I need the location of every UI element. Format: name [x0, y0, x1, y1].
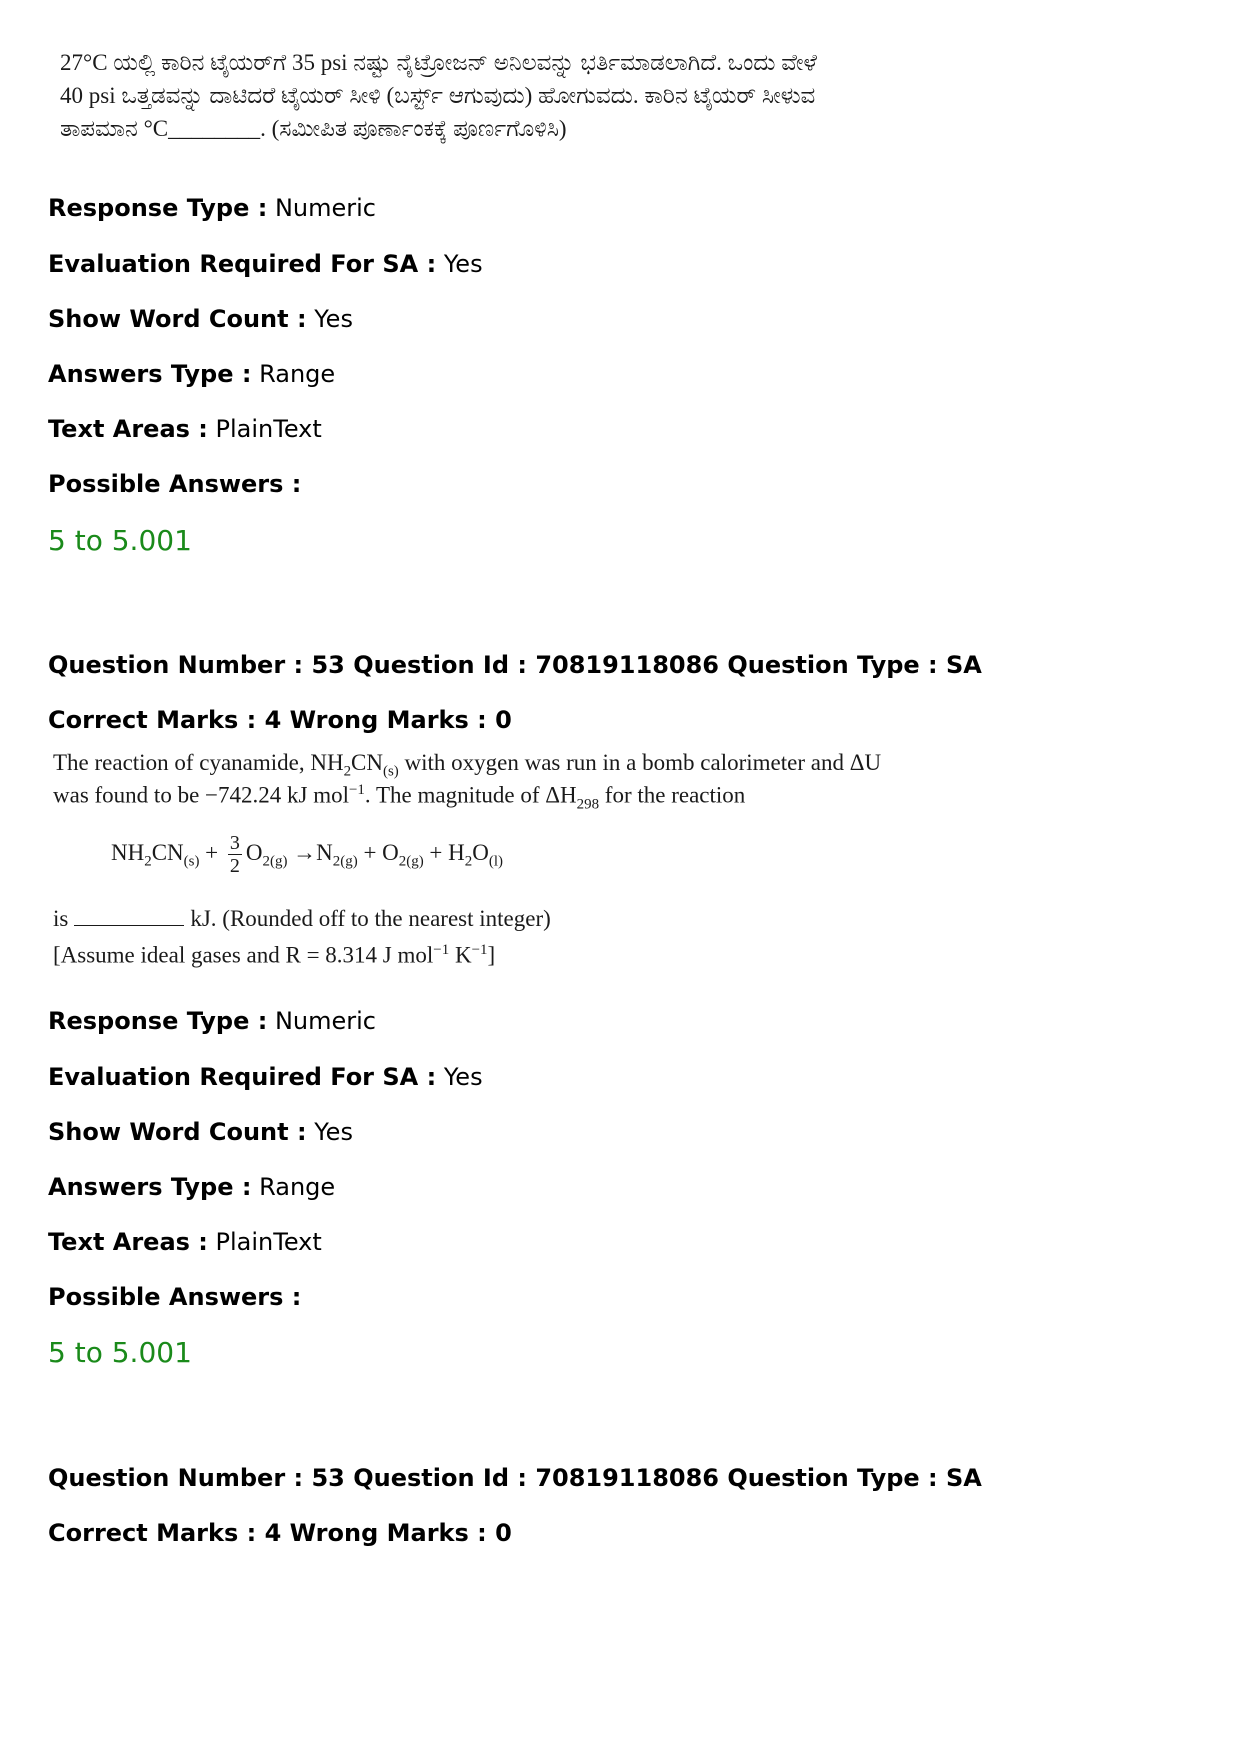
possible-answer-value: 5 to 5.001 — [48, 1336, 192, 1369]
possible-answers-row — [48, 1282, 301, 1312]
response-type-label: Response Type : — [48, 1007, 268, 1035]
evaluation-label: Evaluation Required For SA : — [48, 1063, 437, 1091]
response-type-label: Response Type : — [48, 194, 268, 222]
evaluation-value: Yes — [443, 1063, 483, 1091]
word-count-row — [48, 1117, 353, 1147]
question-text-line: 40 psi ಒತ್ತಡವನ್ನು ದಾಟಿದರೆ ಟೈಯರ್ ಸೀಳಿ (ಬರ್ಸ್ಟ್ ಆಗುವುದು) ಹೋಗುವದು. ಕಾರಿನ ಟೈಯರ್ ಸೀಳುವ — [60, 83, 816, 108]
response-type-value: Numeric — [274, 1007, 376, 1035]
question-header: Question Number : 53 Question Id : 70819118086 Question Type : SA — [48, 1464, 982, 1492]
response-type-row — [48, 193, 376, 223]
question-text-line: The reaction of cyanamide, $NH_2CN_{(s)}$ with oxygen was run in a bomb calorimeter and ΔU — [53, 750, 882, 780]
word-count-label: Show Word Count : — [48, 305, 307, 333]
evaluation-label: Evaluation Required For SA : — [48, 250, 437, 278]
answers-type-value: Range — [259, 1173, 336, 1201]
response-type-value: Numeric — [274, 194, 376, 222]
text-areas-label: Text Areas : — [48, 415, 208, 443]
text-areas-value: PlainText — [215, 1228, 322, 1256]
word-count-value: Yes — [314, 305, 353, 333]
possible-answers-label: Possible Answers : — [48, 1283, 302, 1311]
question-marks: Correct Marks : 4 Wrong Marks : 0 — [48, 1519, 512, 1547]
possible-answers-row — [48, 469, 301, 499]
possible-answer-value: 5 to 5.001 — [48, 524, 192, 557]
question-header: Question Number : 53 Question Id : 70819118086 Question Type : SA — [48, 651, 982, 679]
answers-type-label: Answers Type : — [48, 1173, 252, 1201]
answers-type-value: Range — [259, 360, 336, 388]
text-areas-value: PlainText — [215, 415, 322, 443]
text-areas-label: Text Areas : — [48, 1228, 208, 1256]
word-count-row — [48, 304, 353, 334]
response-type-row — [48, 1006, 376, 1036]
text-areas-row — [48, 1227, 322, 1257]
answers-type-row — [48, 1172, 335, 1202]
word-count-label: Show Word Count : — [48, 1118, 307, 1146]
question-text-line: ತಾಪಮಾನ °C________. (ಸಮೀಪಿತ ಪೂರ್ಣಾಂಕಕ್ಕೆ ಪೂರ್ಣಗೊಳಿಸಿ) — [60, 116, 567, 141]
question-text-line: was found to be −742.24 kJ mol$^{-1}$. The magnitude of $\Delta H_{298}$ for the reaction — [53, 782, 746, 813]
question-image-kannada — [60, 46, 950, 145]
fraction: $\frac{3}{2}$ — [229, 832, 240, 877]
answers-type-label: Answers Type : — [48, 360, 252, 388]
word-count-value: Yes — [314, 1118, 353, 1146]
question-text-line: is kJ. (Rounded off to the nearest integer) — [53, 906, 551, 931]
text-areas-row — [48, 414, 322, 444]
reaction-equation: $NH_2CN_{(s)}$ + $\frac{3}{2}$ $O_{2(g)} \to N_{2(g)} + O_{2(g)} + H_2O_{(l)}$ — [111, 832, 503, 877]
question-marks: Correct Marks : 4 Wrong Marks : 0 — [48, 706, 512, 734]
evaluation-row — [48, 1062, 483, 1092]
question-text-line: [Assume ideal gases and R = 8.314 J mol$^{-1}$ $K^{-1}$] — [53, 942, 496, 968]
answers-type-row — [48, 359, 335, 389]
answer-blank — [74, 907, 184, 926]
question-image-chemistry — [53, 750, 953, 980]
evaluation-row — [48, 249, 483, 279]
possible-answers-label: Possible Answers : — [48, 470, 302, 498]
evaluation-value: Yes — [443, 250, 483, 278]
question-text-line: 27°C ಯಲ್ಲಿ ಕಾರಿನ ಟೈಯರ್‌ಗೆ 35 psi ನಷ್ಟು ನೈಟ್ರೋಜನ್ ಅನಿಲವನ್ನು ಭರ್ತಿಮಾಡಲಾಗಿದೆ. ಒಂದು ವೇಳೆ — [60, 50, 817, 75]
